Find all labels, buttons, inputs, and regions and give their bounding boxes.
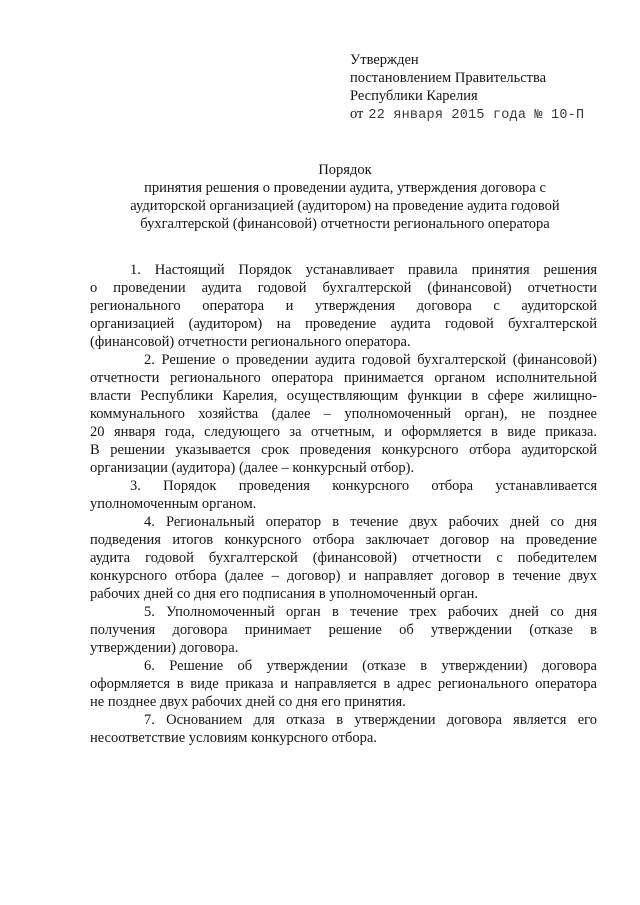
paragraph-line: подведения итогов конкурсного отбора заключает договор на проведение — [90, 532, 597, 548]
paragraph-line: получения договора принимает решение об утверждении (отказе в — [90, 622, 597, 638]
paragraph-line: 1. Настоящий Порядок устанавливает правила принятия решения — [130, 262, 597, 278]
title-line: принятия решения о проведении аудита, утверждения договора с — [144, 180, 546, 196]
paragraph-line: В решении указывается срок проведения конкурсного отбора аудиторской — [90, 442, 597, 458]
paragraph-line: оформляется в виде приказа и направляется в адрес регионального оператора — [90, 676, 597, 692]
title-heading: Порядок — [318, 162, 372, 178]
document-title — [90, 161, 600, 233]
paragraph-7 — [90, 711, 597, 747]
title-line: бухгалтерской (финансовой) отчетности регионального оператора — [140, 216, 550, 232]
paragraph-3 — [90, 477, 597, 513]
paragraph-line: организацией (аудитором) на проведение аудита годовой бухгалтерской — [90, 316, 597, 332]
paragraph-line: 7. Основанием для отказа в утверждении договора является его — [144, 712, 597, 728]
paragraph-line: 6. Решение об утверждении (отказе в утверждении) договора — [144, 658, 597, 674]
paragraph-line: 4. Региональный оператор в течение двух рабочих дней со дня — [144, 514, 597, 530]
paragraph-line: 5. Уполномоченный орган в течение трех рабочих дней со дня — [144, 604, 597, 620]
paragraph-line: рабочих дней со дня его подписания в уполномоченный орган. — [90, 586, 479, 602]
paragraph-line: 3. Порядок проведения конкурсного отбора устанавливается — [130, 478, 597, 494]
paragraph-line: организации (аудитора) (далее – конкурсный отбор). — [90, 460, 415, 476]
paragraph-2 — [90, 351, 597, 477]
paragraph-line: 20 января года, следующего за отчетным, и оформляется в виде приказа. — [90, 424, 597, 440]
paragraph-line: несоответствие условиям конкурсного отбора. — [90, 730, 377, 746]
title-line: аудиторской организацией (аудитором) на проведение аудита годовой — [130, 198, 560, 214]
paragraph-5 — [90, 603, 597, 657]
paragraph-line: аудита годовой бухгалтерской (финансовой) отчетности с победителем — [90, 550, 597, 566]
paragraph-1 — [90, 261, 597, 351]
approval-date-stamp: 22 января 2015 года № 10-П — [368, 108, 585, 123]
paragraph-line: власти Республики Карелия, осуществляющим функции в сфере жилищно- — [90, 388, 597, 404]
paragraph-line: (финансовой) отчетности регионального оператора. — [90, 334, 411, 350]
approval-block — [350, 51, 584, 125]
paragraph-line: уполномоченным органом. — [90, 496, 257, 512]
paragraph-line: о проведении аудита годовой бухгалтерской (финансовой) отчетности — [90, 280, 597, 296]
paragraph-line: 2. Решение о проведении аудита годовой бухгалтерской (финансовой) — [144, 352, 597, 368]
paragraph-line: конкурсного отбора (далее – договор) и направляет договор в течение двух — [90, 568, 597, 584]
approval-line-republic: Республики Карелия — [350, 88, 478, 104]
paragraph-4 — [90, 513, 597, 603]
approval-date-row — [350, 105, 584, 125]
paragraph-line: отчетности регионального оператора принимается органом исполнительной — [90, 370, 597, 386]
paragraph-line: не позднее двух рабочих дней со дня его принятия. — [90, 694, 406, 710]
paragraph-line: коммунального хозяйства (далее – уполномоченный орган), не позднее — [90, 406, 597, 422]
document-body — [90, 261, 597, 747]
paragraph-line: регионального оператора и утверждения договора с аудиторской — [90, 298, 597, 314]
approval-line-approved: Утвержден — [350, 52, 419, 68]
approval-date-prefix: от — [350, 106, 364, 122]
paragraph-line: утверждении) договора. — [90, 640, 239, 656]
approval-line-resolution: постановлением Правительства — [350, 70, 547, 86]
paragraph-6 — [90, 657, 597, 711]
